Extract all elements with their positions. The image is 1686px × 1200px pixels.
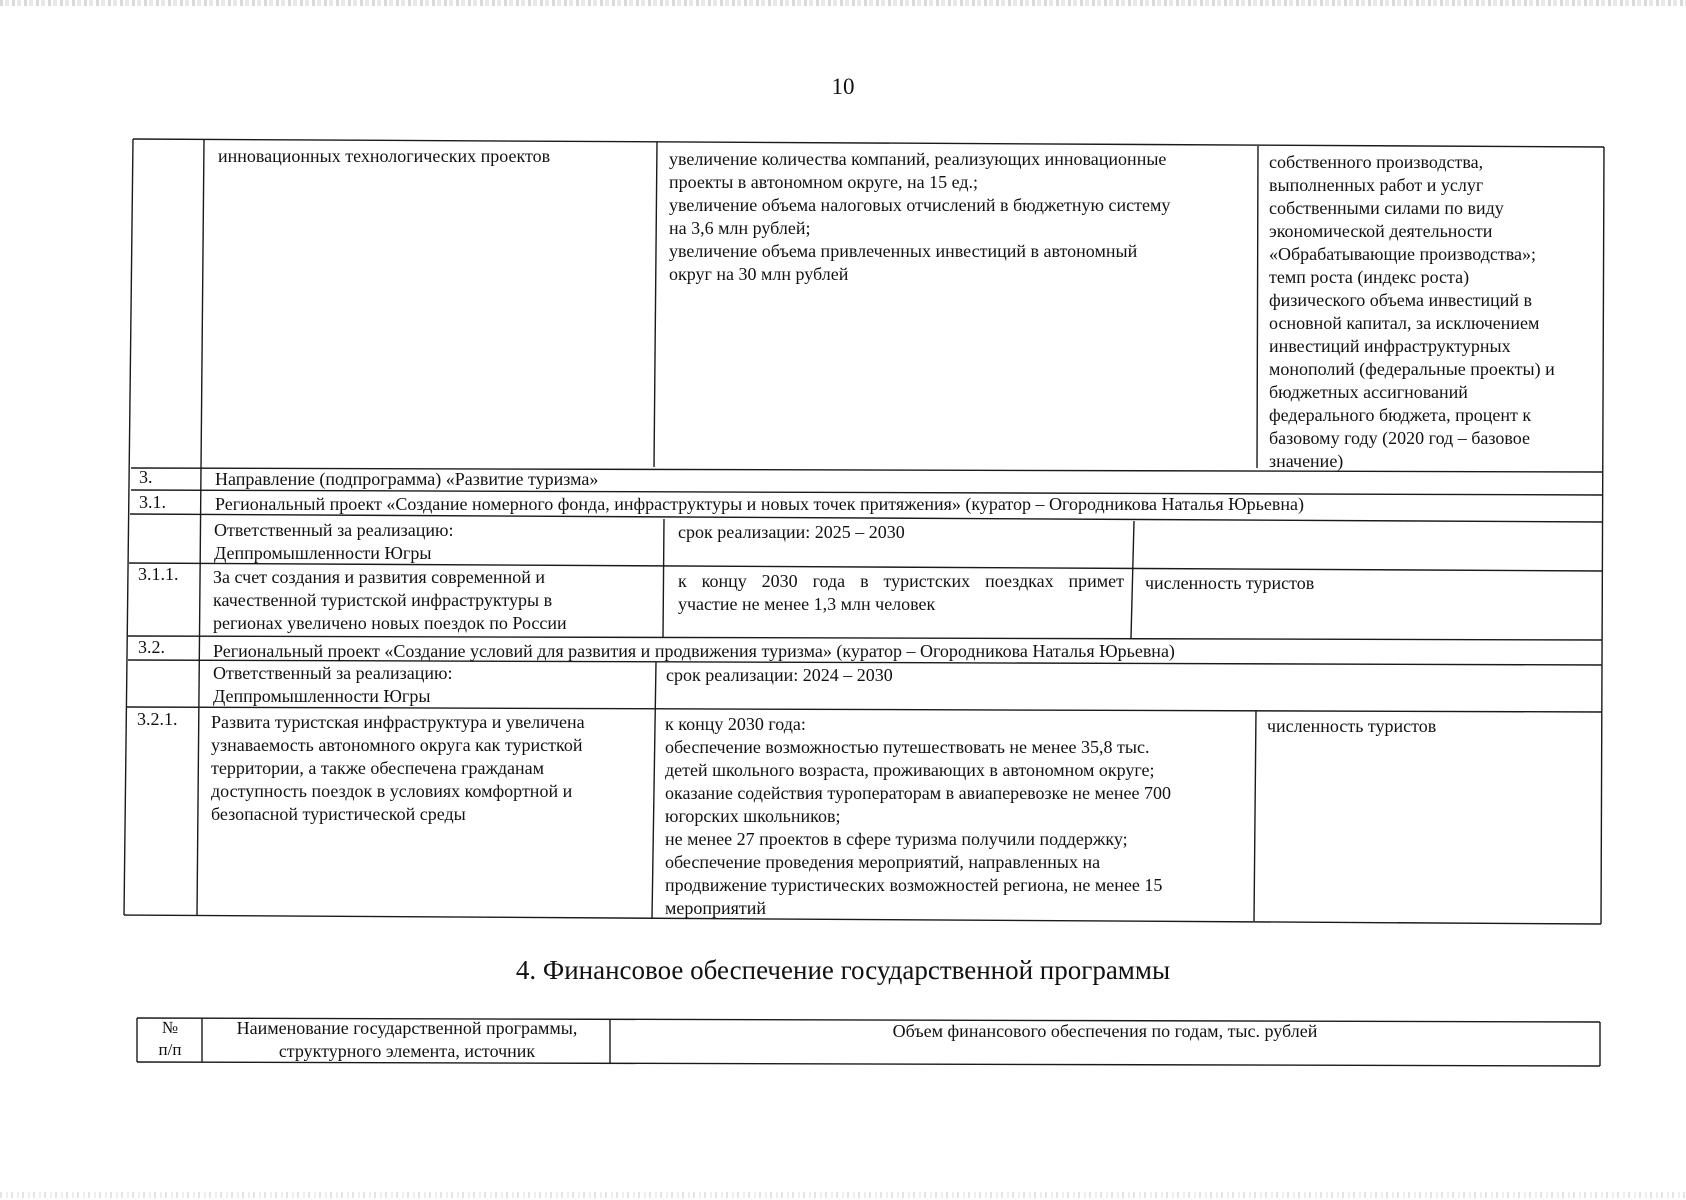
continuation-results-cell: увеличение количества компаний, реализующих инновационные проекты в автономном округе, на 15 ед.; увеличение объема налоговых отчислений в бюджетную систему на 3,6 млн рублей; увеличение объема привлеченных инвестиций в автономный округ на 30 млн рублей bbox=[669, 149, 1171, 284]
finance-col-number: № п/п bbox=[158, 1018, 182, 1059]
row-3-2-1-indicators: численность туристов bbox=[1267, 716, 1437, 736]
row-3-title: Направление (подпрограмма) «Развитие туризма» bbox=[215, 469, 599, 489]
row-3-1-title: Региональный проект «Создание номерного фонда, инфраструктуры и новых точек притяжения» (куратор – Огородникова Наталья Юрьевна) bbox=[215, 494, 1304, 514]
row-3-1-number: 3.1. bbox=[139, 492, 166, 512]
row-3-2-1-number: 3.2.1. bbox=[137, 709, 178, 729]
row-3-2-1-name: Развита туристская инфраструктура и увеличена узнаваемость автономного округа как туристкой территории, а также обеспечена гражданам доступность поездок в условиях комфортной и безопасной туристической среды bbox=[211, 712, 585, 824]
row-3-1-1-results-line-1: к концу 2030 года в туристских поездках примет bbox=[678, 571, 1124, 591]
row-3-1-1-indicators: численность туристов bbox=[1145, 573, 1315, 593]
row-3-number: 3. bbox=[139, 467, 153, 487]
continuation-name-cell: инновационных технологических проектов bbox=[218, 146, 551, 166]
section-heading-financing: 4. Финансовое обеспечение государственной программы bbox=[515, 955, 1171, 985]
row-3-1-1-number: 3.1.1. bbox=[138, 564, 179, 584]
row-3-2-title: Региональный проект «Создание условий для развития и продвижения туризма» (куратор – Огородникова Наталья Юрьевна) bbox=[213, 641, 1175, 661]
row-3-2-number: 3.2. bbox=[138, 637, 165, 657]
row-3-1-1-name: За счет создания и развития современной и качественной туристской инфраструктуры в регионах увеличено новых поездок по России bbox=[213, 567, 567, 633]
row-3-1-term: срок реализации: 2025 – 2030 bbox=[678, 522, 905, 542]
continuation-indicators-cell: собственного производства, выполненных работ и услуг собственными силами по виду экономической деятельности «Обрабатывающие производства»; темп роста (индекс роста) физического объема инвестиций в основной капитал, за исключением инвестиций инфраструктурных монополий (федеральные проекты) и бюджетных ассигнований федерального бюджета, процент к базовому году (2020 год – базовое значение) bbox=[1269, 152, 1555, 471]
row-3-1-responsible: Ответственный за реализацию: Деппромышленности Югры bbox=[214, 520, 454, 563]
row-3-2-term: срок реализации: 2024 – 2030 bbox=[666, 665, 893, 685]
row-3-2-responsible: Ответственный за реализацию: Деппромышленности Югры bbox=[213, 663, 453, 706]
row-3-1-1-results-line-2: участие не менее 1,3 млн человек bbox=[678, 594, 936, 614]
scan-edge-bottom bbox=[0, 1192, 1686, 1198]
finance-col-name: Наименование государственной программы, структурного элемента, источник bbox=[236, 1018, 578, 1061]
row-3-2-1-results: к концу 2030 года: обеспечение возможностью путешествовать не менее 35,8 тыс. детей школьного возраста, проживающих в автономном округе; оказание содействия туроператорам в авиаперевозке не менее 700 югорских школьников; не менее 27 проектов в сфере туризма получили поддержку; обеспечение проведения мероприятий, направленных на продвижение туристических возможностей региона, не менее 15 мероприятий bbox=[665, 714, 1171, 918]
finance-col-volume: Объем финансового обеспечения по годам, тыс. рублей bbox=[892, 1021, 1318, 1041]
page-number: 10 bbox=[831, 74, 855, 99]
